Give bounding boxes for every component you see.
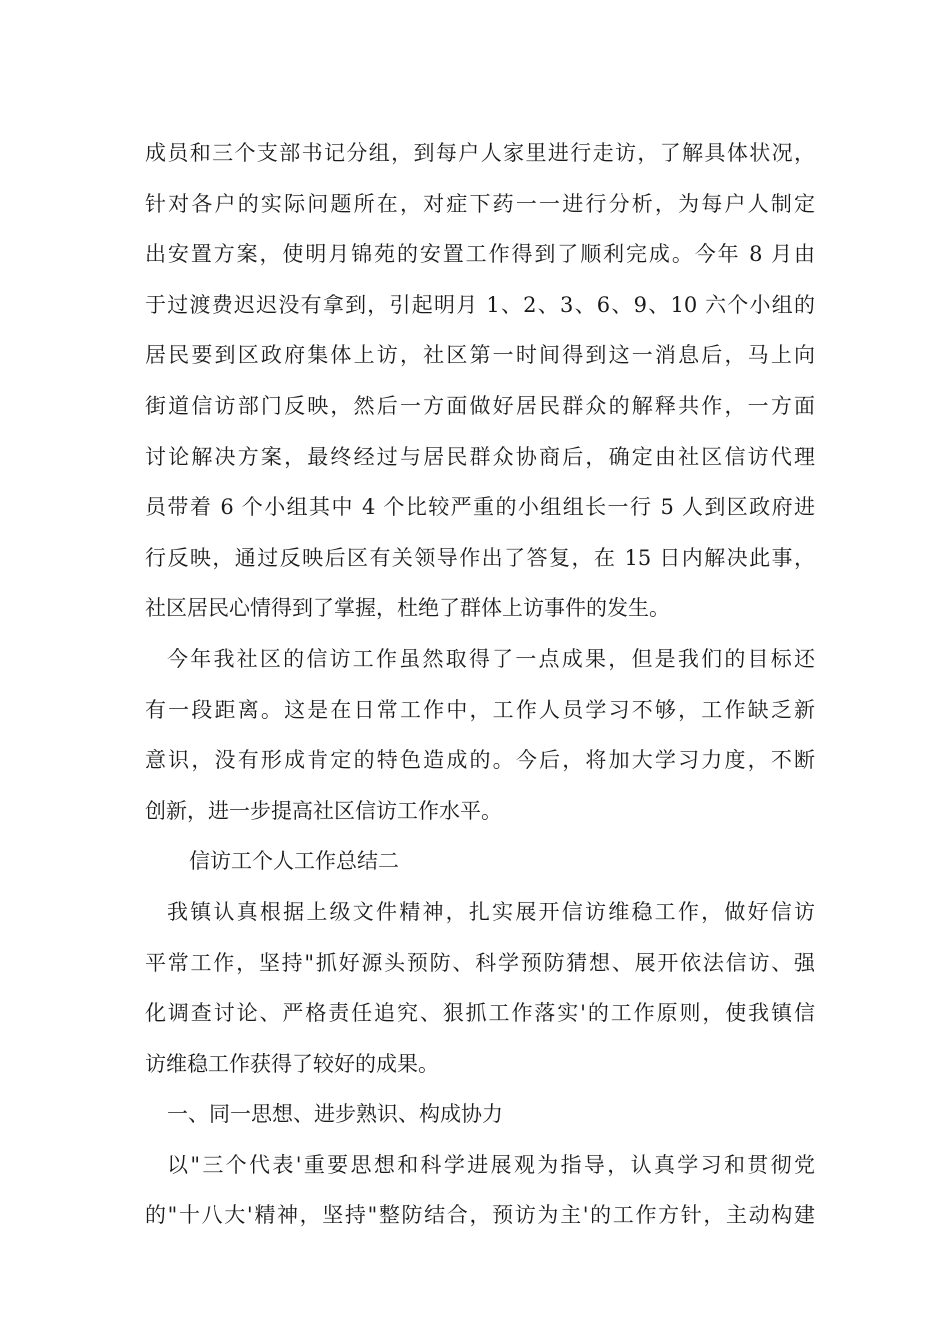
paragraph-line: 有一段距离。这是在日常工作中，工作人员学习不够，工作缺乏新 [145,697,815,722]
paragraph-line: 今年我社区的信访工作虽然取得了一点成果，但是我们的目标还 [167,646,815,671]
document-body [145,128,815,1241]
paragraph-line: 员带着 6 个小组其中 4 个比较严重的小组组长一行 5 人到区政府进 [145,495,815,520]
paragraph-line: 针对各户的实际问题所在，对症下药一一进行分析，为每户人制定 [145,191,815,216]
paragraph-line: 以"三个代表'重要思想和科学进展观为指导，认真学习和贯彻党 [167,1152,815,1177]
paragraph-line: 于过渡费迟迟没有拿到，引起明月 1、2、3、6、9、10 六个小组的 [145,292,815,317]
paragraph-line: 街道信访部门反映，然后一方面做好居民群众的解释共作，一方面 [145,393,815,418]
paragraph-line: 行反映，通过反映后区有关领导作出了答复，在 15 日内解决此事， [145,545,815,570]
paragraph-line: 化调查讨论、严格责任追究、狠抓工作落实'的工作原则，使我镇信 [145,1001,815,1026]
paragraph-line: 我镇认真根据上级文件精神，扎实展开信访维稳工作，做好信访 [167,899,815,924]
paragraph-line: 成员和三个支部书记分组，到每户人家里进行走访，了解具体状况， [145,141,815,165]
paragraph-line: 的"十八大'精神，坚持"整防结合，预访为主'的工作方针，主动构建 [145,1203,815,1228]
paragraph-line: 平常工作，坚持"抓好源头预防、科学预防猜想、展开依法信访、强 [145,950,815,975]
paragraph-line: 居民要到区政府集体上访，社区第一时间得到这一消息后，马上向 [145,343,815,368]
paragraph-line: 访维稳工作获得了较好的成果。 [145,1051,439,1076]
paragraph-line: 讨论解决方案，最终经过与居民群众协商后，确定由社区信访代理 [145,444,815,469]
paragraph-line: 出安置方案，使明月锦苑的安置工作得到了顺利完成。今年 8 月由 [145,242,815,267]
section-title: 信访工个人工作总结二 [189,849,399,874]
paragraph-line: 意识，没有形成肯定的特色造成的。今后，将加大学习力度，不断 [145,748,815,773]
paragraph-line: 社区居民心情得到了掌握，杜绝了群体上访事件的发生。 [145,596,670,621]
paragraph-line: 创新，进一步提高社区信访工作水平。 [145,798,502,823]
section-heading: 一、同一思想、进步熟识、构成协力 [167,1102,503,1127]
